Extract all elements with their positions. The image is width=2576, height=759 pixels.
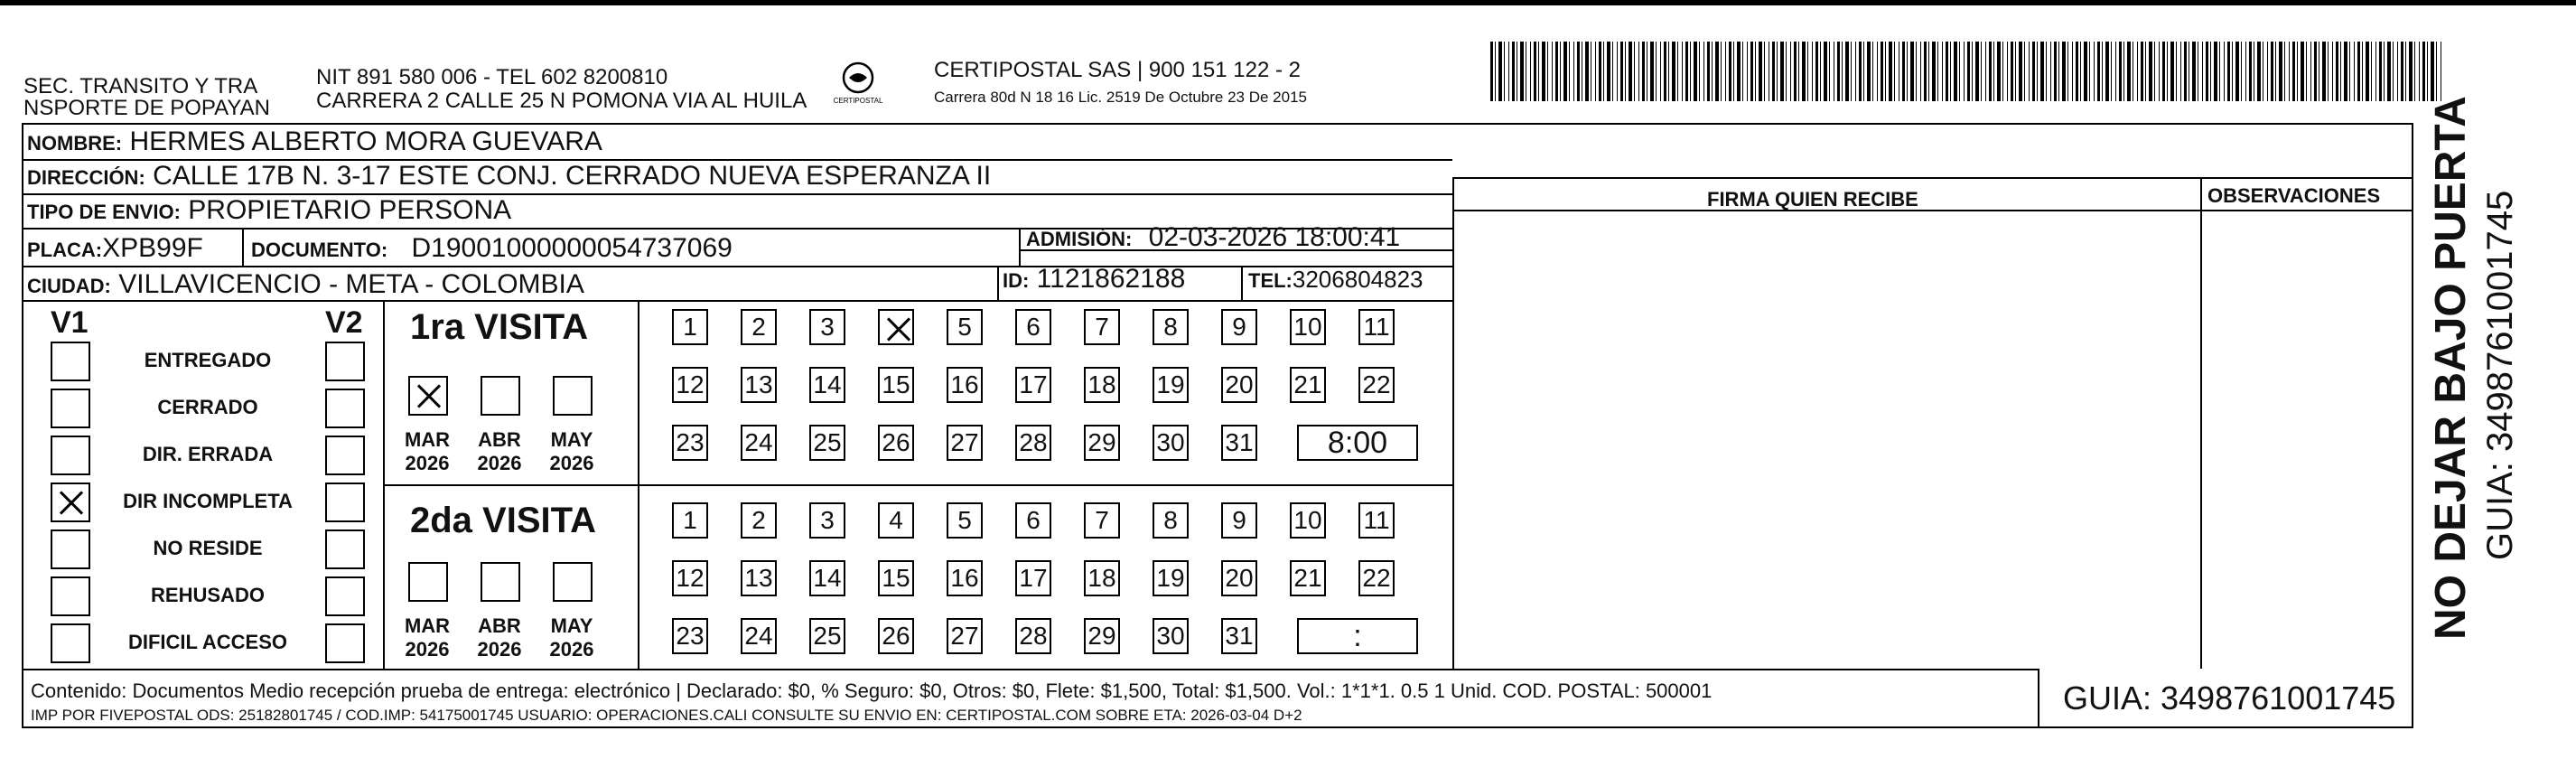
side-guia: GUIA: 3498761001745 [2480, 190, 2520, 560]
v1-checkbox[interactable] [51, 576, 90, 616]
day-box[interactable]: 28 [1015, 425, 1051, 461]
month-checkbox[interactable] [408, 562, 448, 602]
month-year: 2026 [549, 638, 594, 661]
month-year: 2026 [405, 638, 450, 661]
v1-checkbox[interactable] [51, 389, 90, 428]
month-name: MAR [404, 428, 451, 451]
day-box[interactable]: 11 [1358, 309, 1395, 345]
month-checkbox[interactable] [481, 562, 520, 602]
month-year: 2026 [477, 638, 522, 661]
day-box[interactable]: 29 [1084, 618, 1120, 654]
footer-guia-divider [2038, 669, 2039, 728]
day-box[interactable]: 7 [1084, 309, 1120, 345]
day-box[interactable]: 18 [1084, 560, 1120, 596]
admision-label: ADMISIÓN: [1026, 228, 1133, 250]
day-box[interactable]: 31 [1221, 425, 1257, 461]
day-box[interactable]: 26 [878, 425, 914, 461]
visit-divider [383, 484, 1452, 486]
nombre-label: NOMBRE: [27, 132, 123, 155]
footer-imp: IMP POR FIVEPOSTAL ODS: 25182801745 / COD.IMP: 54175001745 USUARIO: OPERACIONES.CALI CONSULTE SU ENVIO EN: CERTIPOSTAL.COM SOBRE ETA: 2026-03-04 D+2 [31, 707, 1302, 724]
day-box[interactable]: 5 [947, 309, 983, 345]
day-box[interactable]: 3 [809, 309, 845, 345]
nombre-row [27, 126, 602, 159]
day-box[interactable]: 19 [1153, 367, 1189, 403]
carrier-line2: Carrera 80d N 18 16 Lic. 2519 De Octubre 23 De 2015 [934, 89, 1307, 106]
id-label: ID: [1003, 269, 1030, 292]
v1-checkbox[interactable] [51, 436, 90, 475]
month-label [468, 428, 531, 475]
day-box[interactable]: 5 [947, 502, 983, 539]
day-box[interactable]: 25 [809, 425, 845, 461]
top-band [0, 0, 2576, 5]
placa-label: PLACA: [27, 239, 103, 261]
day-box[interactable]: 25 [809, 618, 845, 654]
day-box[interactable]: 22 [1358, 560, 1395, 596]
firma-header: FIRMA QUIEN RECIBE [1707, 188, 1918, 211]
day-box[interactable]: 29 [1084, 425, 1120, 461]
footer-contenido: Contenido: Documentos Medio recepción prueba de entrega: electrónico | Declarado: $0, % Seguro: $0, Otros: $0, Flete: $1,500, Total: $1,500. Vol.: 1*1*1. 0.5 1 Unid. COD. POSTAL: 500001 [31, 679, 1713, 702]
v2-checkbox[interactable] [325, 576, 365, 616]
day-box[interactable]: 14 [809, 560, 845, 596]
footer-guia: GUIA: 3498761001745 [2063, 679, 2396, 717]
id-row [1003, 264, 1185, 296]
day-box[interactable]: 27 [947, 618, 983, 654]
month-year: 2026 [549, 452, 594, 474]
day-box[interactable]: 7 [1084, 502, 1120, 539]
day-box[interactable]: 23 [672, 618, 708, 654]
v2-checkbox[interactable] [325, 483, 365, 522]
day-box[interactable]: 6 [1015, 309, 1051, 345]
direccion-row [27, 161, 991, 193]
documento-row [251, 233, 733, 266]
day-box[interactable]: 24 [741, 425, 777, 461]
day-box[interactable]: 14 [809, 367, 845, 403]
documento-value: D19001000000054737069 [411, 233, 733, 263]
sender-line1: SEC. TRANSITO Y TRA [23, 74, 258, 98]
v2-checkbox[interactable] [325, 529, 365, 569]
day-box[interactable]: 8 [1153, 309, 1189, 345]
v1-checkbox[interactable] [51, 529, 90, 569]
v1-checkbox[interactable] [51, 623, 90, 663]
month-label [396, 428, 459, 475]
day-box[interactable]: 4 [878, 502, 914, 539]
row-line-4 [22, 266, 1452, 267]
admision-divider [1019, 228, 1021, 266]
tipo-value: PROPIETARIO PERSONA [188, 195, 512, 225]
day-box[interactable]: 26 [878, 618, 914, 654]
placa-value: XPB99F [102, 233, 203, 263]
day-box[interactable]: 22 [1358, 367, 1395, 403]
no-dejar-bajo-puerta: NO DEJAR BAJO PUERTA [2427, 96, 2475, 640]
second-visit-time[interactable]: : [1297, 618, 1418, 654]
day-box[interactable]: 11 [1358, 502, 1395, 539]
admision-value: 02-03-2026 18:00:41 [1148, 222, 1401, 252]
ciudad-label: CIUDAD: [27, 275, 111, 297]
day-box[interactable]: 1 [672, 309, 708, 345]
v2-checkbox[interactable] [325, 342, 365, 381]
month-checkbox[interactable] [553, 376, 593, 416]
day-box[interactable]: 17 [1015, 560, 1051, 596]
barcode [1490, 42, 2444, 101]
day-box[interactable]: 12 [672, 560, 708, 596]
day-box[interactable]: 28 [1015, 618, 1051, 654]
day-box[interactable]: 27 [947, 425, 983, 461]
month-name: ABR [478, 428, 521, 451]
tel-label: TEL: [1248, 269, 1293, 292]
day-box[interactable]: 13 [741, 560, 777, 596]
day-box[interactable]: 20 [1221, 560, 1257, 596]
day-box[interactable]: 20 [1221, 367, 1257, 403]
status-label: CERRADO [157, 396, 258, 418]
day-box[interactable]: 31 [1221, 618, 1257, 654]
v2-header: V2 [325, 305, 363, 340]
ciudad-row [27, 269, 584, 302]
v2-checkbox[interactable] [325, 436, 365, 475]
footer-top-line [22, 669, 2038, 670]
day-box[interactable]: 10 [1290, 502, 1326, 539]
logo-text: CERTIPOSTAL [833, 97, 883, 105]
sender-address: CARRERA 2 CALLE 25 N POMONA VIA AL HUILA [316, 89, 807, 113]
month-name: MAR [404, 614, 451, 637]
sender-nit: NIT 891 580 006 - TEL 602 8200810 [316, 65, 668, 89]
month-label [468, 614, 531, 661]
sig-top-line [1452, 177, 2413, 179]
day-box[interactable]: 30 [1153, 425, 1189, 461]
v2-checkbox[interactable] [325, 389, 365, 428]
month-label [396, 614, 459, 661]
day-box[interactable]: 16 [947, 367, 983, 403]
id-divider [997, 266, 999, 300]
v1-checkbox[interactable] [51, 342, 90, 381]
month-name: MAY [550, 614, 593, 637]
day-box[interactable] [878, 309, 914, 345]
obs-left-line [2200, 177, 2202, 669]
day-box[interactable]: 23 [672, 425, 708, 461]
month-checkbox[interactable] [481, 376, 520, 416]
day-box[interactable]: 18 [1084, 367, 1120, 403]
status-label: NO RESIDE [153, 537, 263, 559]
documento-label: DOCUMENTO: [251, 239, 388, 261]
day-box[interactable]: 10 [1290, 309, 1326, 345]
tel-value: 3206804823 [1292, 266, 1423, 293]
first-visit-time[interactable]: 8:00 [1297, 425, 1418, 461]
placa-row [27, 233, 203, 266]
day-box[interactable]: 9 [1221, 502, 1257, 539]
second-visit-title: 2da VISITA [410, 501, 596, 540]
tel-row [1248, 264, 1423, 296]
status-label: DIR. ERRADA [142, 443, 274, 465]
day-box[interactable]: 16 [947, 560, 983, 596]
month-checkbox[interactable] [553, 562, 593, 602]
day-box[interactable]: 30 [1153, 618, 1189, 654]
direccion-value: CALLE 17B N. 3-17 ESTE CONJ. CERRADO NUEVA ESPERANZA II [153, 161, 992, 191]
first-visit-title: 1ra VISITA [410, 307, 589, 347]
sender-line2: NSPORTE DE POPAYAN [23, 96, 270, 120]
observaciones-header: OBSERVACIONES [2207, 184, 2381, 207]
month-checkbox[interactable] [408, 376, 448, 416]
day-box[interactable]: 19 [1153, 560, 1189, 596]
nombre-value: HERMES ALBERTO MORA GUEVARA [129, 126, 602, 156]
day-box[interactable]: 3 [809, 502, 845, 539]
tel-divider [1241, 266, 1243, 300]
day-box[interactable]: 17 [1015, 367, 1051, 403]
sig-left-line [1452, 177, 1454, 669]
certipostal-logo-icon [833, 58, 883, 108]
day-box[interactable]: 21 [1290, 560, 1326, 596]
day-box[interactable]: 9 [1221, 309, 1257, 345]
carrier-line1: CERTIPOSTAL SAS | 900 151 122 - 2 [934, 58, 1301, 82]
id-value: 1121862188 [1036, 264, 1186, 294]
month-year: 2026 [405, 452, 450, 474]
day-box[interactable]: 8 [1153, 502, 1189, 539]
status-label: ENTREGADO [144, 349, 272, 371]
month-year: 2026 [477, 452, 522, 474]
v2-checkbox[interactable] [325, 623, 365, 663]
status-label: REHUSADO [151, 584, 265, 606]
day-box[interactable]: 24 [741, 618, 777, 654]
placa-divider [242, 228, 244, 266]
day-box[interactable]: 12 [672, 367, 708, 403]
day-box[interactable]: 6 [1015, 502, 1051, 539]
ciudad-value: VILLAVICENCIO - META - COLOMBIA [118, 269, 584, 299]
v1-checkbox[interactable] [51, 483, 90, 522]
status-label: DIR INCOMPLETA [123, 490, 293, 512]
day-box[interactable]: 1 [672, 502, 708, 539]
day-box[interactable]: 2 [741, 502, 777, 539]
status-label: DIFICIL ACCESO [127, 631, 287, 653]
day-box[interactable]: 21 [1290, 367, 1326, 403]
day-box[interactable]: 13 [741, 367, 777, 403]
day-box[interactable]: 2 [741, 309, 777, 345]
month-name: ABR [478, 614, 521, 637]
tipo-label: TIPO DE ENVIO: [27, 201, 181, 223]
direccion-label: DIRECCIÓN: [27, 166, 145, 189]
tipo-row [27, 195, 511, 228]
month-name: MAY [550, 428, 593, 451]
admision-row [1026, 222, 1400, 255]
day-box[interactable]: 15 [878, 367, 914, 403]
day-box[interactable]: 15 [878, 560, 914, 596]
month-label [540, 428, 603, 475]
month-label [540, 614, 603, 661]
v1-header: V1 [51, 305, 89, 340]
